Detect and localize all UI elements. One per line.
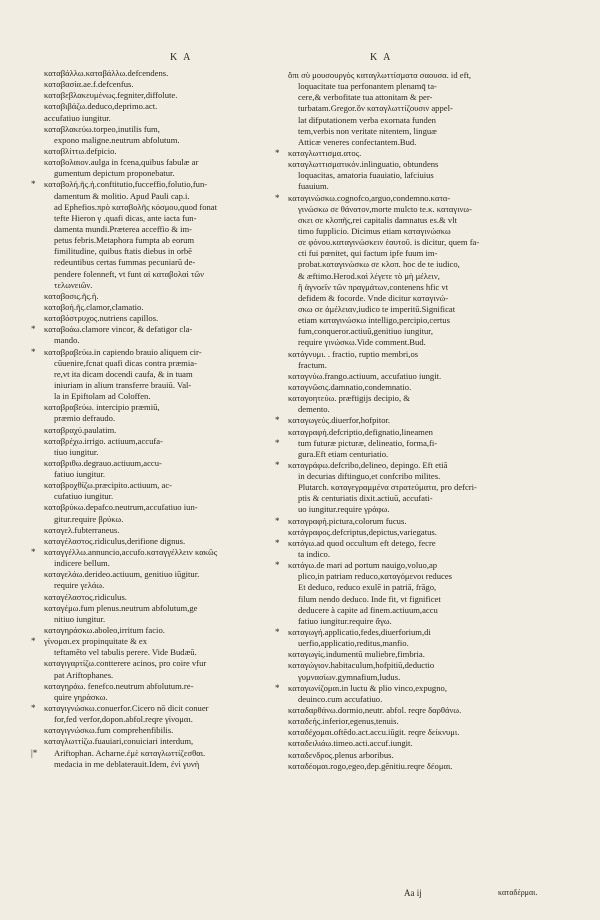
right-column-line: [288, 226, 528, 237]
right-column-line: [288, 159, 528, 170]
entry-text: Et deduco, reduco exulē in patriā, frāgo,: [298, 582, 437, 593]
entry-text: pendere folenneft, vt funt αἱ καταβολαὶ τῶν: [54, 268, 204, 279]
left-column-line: [31, 703, 284, 714]
left-column-line: [44, 569, 284, 580]
entry-text: καταβριθω.degrauo.actiuum,accu-: [44, 457, 162, 468]
margin-asterisk-mark: *: [31, 324, 36, 335]
right-column-line: [275, 192, 528, 204]
entry-text: καταγλωττίζω.fuauiari,conuiciari interdum,: [44, 736, 194, 747]
left-column-line: [44, 759, 284, 770]
right-column-line: [288, 371, 528, 382]
left-column-line: [44, 502, 284, 513]
left-column-line: [44, 101, 284, 112]
right-column-line: [275, 415, 528, 426]
entry-text: κατάγνυμι. . fractio, ruptio membri,os: [288, 348, 419, 359]
left-column-line: [44, 425, 284, 436]
entry-text: demento.: [298, 404, 330, 415]
entry-text: præmio defraudo.: [54, 413, 116, 424]
entry-text: καταβλίττω.defpicio.: [44, 145, 117, 156]
margin-asterisk-mark: *: [31, 636, 36, 647]
right-column-line: [288, 137, 528, 148]
entry-text: καταγοητεύω. præftigijs decipio, &: [288, 393, 410, 404]
right-column-line: [288, 750, 528, 761]
running-head-right: K A: [370, 52, 393, 63]
entry-text: indicere bellum.: [54, 558, 110, 569]
right-column-line: [288, 326, 528, 337]
left-column-line: [44, 714, 284, 725]
right-column-line: [275, 560, 528, 571]
entry-text: la in Epiftolam ad Coloffen.: [54, 391, 151, 402]
left-column-line: [44, 614, 284, 625]
right-column-line: [288, 248, 528, 259]
entry-text: fatiuo iungitur.: [54, 469, 106, 480]
margin-asterisk-mark: *: [275, 515, 280, 526]
entry-text: καταγωγεύς.diuerfor,hofpitor.: [288, 415, 391, 426]
entry-text: καταγράφω.defcribo,delineo, depingo. Eft etiā: [288, 459, 448, 470]
right-column-line: [288, 504, 528, 515]
entry-text: σε φόνου.καταγινώσκειν ἑαυτοῦ. is dicitur, quem fa-: [298, 237, 480, 248]
right-column-line: [275, 147, 528, 159]
entry-text: require γινώσκω.Vide comment.Bud.: [298, 337, 426, 348]
entry-text: tiuo iungitur.: [54, 446, 99, 457]
right-column-line: [288, 92, 528, 103]
left-column-line: [44, 491, 284, 502]
left-column-line: [44, 135, 284, 146]
left-column-line: [44, 469, 284, 480]
right-column-line: [288, 716, 528, 727]
entry-text: γίνομαι.ex propinquitate & ex: [44, 636, 148, 647]
left-column-line: [44, 213, 284, 224]
left-column-line: [44, 480, 284, 491]
entry-text: filum nendo deduco. Inde fit, vt fignificet: [298, 593, 441, 604]
right-column-line: [288, 70, 528, 81]
entry-text: καταγλωττισματικόν.inlinguatio, obtundens: [288, 159, 439, 170]
entry-text: καταβασία.ae.f.defcenfus.: [44, 79, 134, 90]
margin-asterisk-mark: *: [275, 627, 280, 638]
entry-text: ἢ ἀγνοεῖν τῶν πραγμάτων,contenens hfic vt: [298, 281, 449, 292]
left-column-line: [44, 257, 284, 268]
right-column-line: [275, 627, 528, 638]
entry-text: probat.καταγινώσκω σε κλοπ. hoc de te iudico,: [298, 259, 460, 270]
margin-asterisk-mark: *: [275, 682, 280, 693]
left-column-line: [31, 747, 284, 759]
right-column-line: [288, 672, 528, 683]
entry-text: καταγιγνώσκω.conuerfor.Cicero nō dicit conuer: [44, 703, 209, 714]
right-column-line: [288, 170, 528, 181]
entry-text: καταβολαιον.aulga in fcena,quibus fabulæ ar: [44, 157, 199, 168]
left-column-line: [44, 124, 284, 135]
right-column-line: [288, 293, 528, 304]
right-column-line: [288, 404, 528, 415]
margin-asterisk-mark: |*: [31, 747, 38, 758]
entry-text: καταγιγνώσκω.fum comprehenfibilis.: [44, 725, 174, 736]
left-column-line: [44, 736, 284, 747]
left-column-line: [44, 168, 284, 179]
right-column-line: [288, 393, 528, 404]
right-column-line: [288, 738, 528, 749]
entry-text: loquacitas, amatoria fuauiatio, lafciuius: [298, 170, 434, 181]
entry-text: καταβραχύ.paulatim.: [44, 424, 117, 435]
right-column-line: [288, 304, 528, 315]
entry-text: fum,conqueror.actiuū,genitiuo iungitur,: [298, 326, 433, 337]
left-column-line: [44, 447, 284, 458]
entry-text: accufatiuo iungitur.: [44, 112, 111, 123]
entry-text: καταγραφή.pictura,colorum fucus.: [288, 515, 407, 526]
signature-mark: Aa ij: [404, 888, 422, 898]
entry-text: defidem & focorde. Vnde dicitur καταγινώ-: [298, 292, 449, 303]
right-column-line: [288, 649, 528, 660]
left-column-line: [44, 536, 284, 547]
left-column-line: [44, 391, 284, 402]
margin-asterisk-mark: *: [275, 560, 280, 571]
left-column-line: [44, 603, 284, 614]
left-column-line: [44, 647, 284, 658]
left-column-line: [44, 458, 284, 469]
right-column-line: [275, 682, 528, 694]
left-column-line: [44, 413, 284, 424]
entry-text: ptis & centuriatis dixit.actiuū, accufati-: [298, 493, 433, 504]
right-column-line: [288, 81, 528, 92]
entry-text: καταδέομαι.rogo,egeo,dep.gēnitiu.reqre δέομαι.: [288, 760, 453, 771]
right-column-line: [288, 427, 528, 438]
right-column-line: [288, 115, 528, 126]
entry-text: gura.Eft etiam centuriatio.: [298, 448, 389, 459]
entry-text: pat Ariftophanes.: [54, 669, 114, 680]
entry-text: καταδειλιάω.timeo.acti.accuf.iungit.: [288, 738, 413, 749]
left-column-line: [44, 90, 284, 101]
left-column-line: [44, 157, 284, 168]
entry-text: καταβόστρυχος.nutriens capillos.: [44, 313, 159, 324]
left-column-line: [44, 369, 284, 380]
entry-text: καταδεής.inferior,egenus,tenuis.: [288, 716, 399, 727]
entry-text: καταδέχομαι.oftēdo.act.accu.iūgit. reqre δείκνυμι.: [288, 727, 460, 738]
entry-text: expono maligne.neutrum abfolutum.: [54, 134, 180, 145]
right-column-line: [288, 215, 528, 226]
entry-text: Plutarch. καταγεγραμμένα στρατεύματα, pro defcri-: [298, 482, 477, 493]
entry-text: σκω σε ἀμέλειαν,iudico te imperitū.Significat: [298, 303, 456, 314]
entry-text: fatiuo iungitur.require ἄγω.: [298, 615, 392, 626]
left-column-line: [31, 547, 284, 558]
margin-asterisk-mark: *: [31, 547, 36, 558]
right-column-line: [288, 660, 528, 671]
entry-text: etiam καταγινώσκω intelligo,percipio,certus: [298, 315, 450, 326]
entry-text: damenta mundi.Præterea acceffio & im-: [54, 223, 193, 234]
entry-text: καταγωνίζομαι.in luctu & plio vinco,expugno,: [288, 682, 447, 693]
entry-text: mando.: [54, 335, 80, 346]
entry-text: τελωνειῶν.: [54, 279, 93, 290]
page-footer: [0, 888, 600, 900]
entry-text: κατάγω.de mari ad portum nauigo,voluo,ap: [288, 560, 438, 571]
catchword: καταδέρμαι.: [498, 888, 538, 897]
right-column-line: [288, 259, 528, 270]
left-column-line: [44, 246, 284, 257]
entry-text: καταβροχθίζω.præcipito.actiuum, ac-: [44, 480, 173, 491]
entry-text: ὅπι σὺ μουσουργὸς καταγλωττίσματα σαουσα. id eft,: [288, 70, 471, 80]
entry-text: καταβοσις.ῆς.ἡ.: [44, 290, 99, 301]
right-column-line: [288, 694, 528, 705]
entry-text: ta indico.: [298, 549, 330, 560]
entry-text: γινώσκω σε θάνατον,morte mulcto te.κ. καταγινω-: [298, 203, 472, 214]
entry-text: plico,in patriam reduco,καταγόμενοι reduces: [298, 571, 452, 582]
left-column: [31, 68, 284, 770]
right-column-line: [288, 605, 528, 616]
entry-text: καταβολή.ῆς.ἡ.conftitutio,fucceffio,folutio,fun-: [44, 179, 208, 190]
left-column-line: [44, 146, 284, 157]
entry-text: καταγνύω.frango.actiuum, accufatiuo iungit.: [288, 370, 442, 381]
right-column-line: [288, 482, 528, 493]
left-column-line: [44, 558, 284, 569]
entry-text: uo iungitur.require γράφω.: [298, 504, 390, 515]
left-column-line: [44, 191, 284, 202]
right-column-line: [288, 727, 528, 738]
entry-text: cti fui pœnitet, qui factum ipfe fuum im-: [298, 248, 438, 259]
right-column-line: [288, 761, 528, 772]
margin-asterisk-mark: *: [275, 192, 280, 203]
entry-text: καταγέμω.fum plenus.neutrum abfolutum,ge: [44, 602, 198, 613]
margin-asterisk-mark: *: [275, 537, 280, 548]
left-column-line: [44, 224, 284, 235]
right-column-line: [275, 515, 528, 527]
entry-text: καταγηράσκω.aboleo,irritum facio.: [44, 625, 165, 636]
right-column-line: [288, 237, 528, 248]
entry-text: καταβραβεύω. intercipio præmiū,: [44, 402, 160, 413]
entry-text: tem,verbis non veritate nitentem, linguæ: [298, 125, 437, 136]
left-column-line: [44, 335, 284, 346]
right-column-line: [288, 449, 528, 460]
right-column-line: [288, 126, 528, 137]
left-column-line: [44, 68, 284, 79]
entry-text: καταβρύκω.depafco.neutrum,accufatiuo iun-: [44, 502, 198, 513]
margin-asterisk-mark: *: [275, 459, 280, 470]
entry-text: καταγγέλλω.annuncio,accufo.καταγγέλλειν κακῶς: [44, 547, 218, 558]
left-column-line: [44, 202, 284, 213]
entry-text: tefte Hieron γ .quafi dicas, ante iacta fun-: [54, 212, 197, 223]
entry-text: fuauium.: [298, 181, 329, 192]
running-head: [0, 52, 600, 66]
left-column-line: [44, 291, 284, 302]
entry-text: καταγωγή.applicatio,fedes,diuerforium,di: [288, 627, 431, 638]
entry-text: turbatam.Gregor.ὃν καταγλωττίζουσιν appel-: [298, 103, 453, 114]
margin-asterisk-mark: *: [275, 437, 280, 448]
entry-text: ad Ephefios.πρὸ καταβολῆς κόσμου,quod fonat: [54, 201, 217, 212]
entry-text: καταγηράω. fenefco.neutrum abfolutum.re-: [44, 680, 194, 691]
entry-text: καταβιβάζω.deduco,deprimo.act.: [44, 101, 158, 112]
entry-text: καταγέλαστος.ridiculus,derifione dignus.: [44, 535, 186, 546]
left-column-line: [44, 592, 284, 603]
entry-text: deducere à capite ad finem.actiuum,accu: [298, 604, 438, 615]
right-column-line: [288, 204, 528, 215]
margin-asterisk-mark: *: [31, 179, 36, 190]
left-column-line: [44, 525, 284, 536]
entry-text: iniuriam in alium transferre brauiū. Val-: [54, 379, 192, 390]
left-column-line: [44, 269, 284, 280]
right-column-line: [288, 282, 528, 293]
entry-text: fractum.: [298, 359, 327, 370]
right-column-line: [288, 493, 528, 504]
entry-text: cufatiuo iungitur.: [54, 491, 114, 502]
entry-text: καταδαρθάνω.dormio,neutr. abfol. reqre δαρθάνω.: [288, 705, 462, 716]
entry-text: καταβλακεύω.torpeo,inutilis fum,: [44, 123, 160, 134]
entry-text: καταβάλλω.καταβάλλω.defcendens.: [44, 68, 169, 78]
left-column-line: [44, 625, 284, 636]
right-column-line: [275, 537, 528, 549]
entry-text: καταγέλαστος.ridiculus.: [44, 591, 127, 602]
entry-text: medacia in me deblaterauit.Idem, ἐνὶ γυνὴ: [54, 758, 200, 769]
entry-text: lat difputationem verba exornata funden: [298, 114, 436, 125]
left-column-line: [44, 402, 284, 413]
entry-text: καταβρέχω.irrigo. actiuum,accufa-: [44, 435, 163, 446]
left-column-line: [31, 346, 284, 358]
entry-text: καταγελ.fubterraneus.: [44, 524, 120, 535]
right-column-line: [288, 471, 528, 482]
entry-text: καταγλωττισμα.ατος.: [288, 147, 362, 158]
entry-text: damentum & molitio. Apud Pauli cap.i.: [54, 190, 190, 201]
entry-text: καταβραβεύω.in capiendo brauio aliquem cir-: [44, 346, 202, 357]
entry-text: κατάγραφος.defcriptus,depictus,variegatus.: [288, 526, 437, 537]
right-column-line: [288, 549, 528, 560]
right-column-line: [275, 459, 528, 471]
entry-text: καταγελάω.derideo.actiuum, genitiuo iūgitur.: [44, 569, 200, 580]
margin-asterisk-mark: *: [31, 346, 36, 357]
left-column-line: [44, 113, 284, 124]
entry-text: nitiuo iungitur.: [54, 613, 106, 624]
entry-text: loquacitate tua perfonantem plenamq̄ ta-: [298, 81, 437, 92]
entry-text: καταδενδρος.plenus arboribus.: [288, 749, 394, 760]
entry-text: Atticæ veneres confectantem.Bud.: [298, 136, 417, 147]
left-column-line: [44, 280, 284, 291]
left-column-line: [44, 380, 284, 391]
entry-text: teftamēto vel tabulis perere. Vide Budæū.: [54, 647, 197, 658]
entry-text: Ariftophan. Acharne.ἐμὲ καταγλωττίζεσθαι.: [54, 747, 206, 758]
right-column-line: [288, 315, 528, 326]
entry-text: petus febris.Metaphora fumpta ab eorum: [54, 235, 195, 246]
entry-text: σκει σε κλοπῆς,rei capitalis damnatus es.& vlt: [298, 214, 457, 225]
left-column-line: [31, 179, 284, 190]
right-column-line: [288, 382, 528, 393]
entry-text: καταβοή.ῆς.clamor,clamatio.: [44, 301, 144, 312]
left-column-line: [44, 302, 284, 313]
entry-text: κατάγω.ad quod occultum eft detego, fecre: [288, 537, 436, 548]
left-column-line: [44, 670, 284, 681]
left-column-line: [44, 235, 284, 246]
left-column-line: [44, 658, 284, 669]
entry-text: redeuntibus certas fummas pecuniarū de-: [54, 257, 196, 268]
entry-text: tum futuræ picturæ, delineatio, forma,fi-: [298, 437, 438, 448]
left-column-line: [44, 313, 284, 324]
left-column-line: [44, 514, 284, 525]
entry-text: re,vt ita dicam docendi caufa, & in tuam: [54, 368, 193, 379]
right-column-line: [288, 616, 528, 627]
entry-text: καταγραφή.defcriptio,defignatio,lineamen: [288, 426, 433, 437]
right-column-line: [288, 594, 528, 605]
margin-asterisk-mark: *: [31, 703, 36, 714]
entry-text: καταγώγιον.habitaculum,hofpitiū,deductio: [288, 660, 435, 671]
right-column-line: [288, 271, 528, 282]
right-column-line: [288, 103, 528, 114]
entry-text: timo fupplicio. Dicimus etiam καταγινώσκω: [298, 225, 451, 236]
entry-text: uerfio,applicatio,reditus,manfio.: [298, 638, 409, 649]
entry-text: fimilitudine, quibus ftatis diebus in orbē: [54, 246, 192, 257]
right-column-line: [288, 638, 528, 649]
left-column-line: [44, 681, 284, 692]
left-column-line: [44, 79, 284, 90]
entry-text: καταβοάω.clamore vincor, & defatigor cla-: [44, 324, 193, 335]
right-column-line: [288, 337, 528, 348]
entry-text: for,fed verfor,dopon.abfol.reqre γίνομαι.: [54, 714, 193, 725]
margin-asterisk-mark: *: [275, 147, 280, 158]
left-column-line: [44, 692, 284, 703]
entry-text: καταγινώσκω.cognofco,arguo,condemno.κατα-: [288, 192, 451, 203]
entry-text: gumentum depictum proponebatur.: [54, 168, 175, 179]
left-column-line: [44, 725, 284, 736]
entry-text: quire γηράσκω.: [54, 691, 108, 702]
right-column-line: [288, 582, 528, 593]
left-column-line: [44, 580, 284, 591]
entry-text: require γελάω.: [54, 580, 105, 591]
margin-asterisk-mark: *: [275, 415, 280, 426]
entry-text: καταγιγαρτίζω.contterere acinos, pro coire vfur: [44, 658, 207, 669]
entry-text: cūuenire,fcnat quafi dicas contra præmia-: [54, 357, 197, 368]
entry-text: καταγωγίς.indumentū muliebre,fimbria.: [288, 649, 425, 660]
left-column-line: [31, 324, 284, 335]
left-column-line: [44, 436, 284, 447]
entry-text: gitur.require βρύκω.: [54, 513, 124, 524]
right-column-line: [288, 360, 528, 371]
right-column-line: [275, 437, 528, 449]
right-column-line: [288, 181, 528, 192]
entry-text: καταβεβλακευμένως.fegniter,diffolute.: [44, 90, 178, 101]
right-column-line: [288, 705, 528, 716]
left-column-line: [44, 358, 284, 369]
right-column-line: [288, 349, 528, 360]
right-column-line: [288, 571, 528, 582]
right-column-line: [288, 527, 528, 538]
entry-text: καταγνῶσις.damnatio,condemnatio.: [288, 381, 412, 392]
left-column-line: [31, 636, 284, 647]
entry-text: & æftimo.Herod.καὶ λέγετε τὸ μὴ μέλειν,: [298, 270, 440, 281]
right-column: [275, 70, 528, 772]
running-head-left: K A: [170, 52, 193, 63]
entry-text: deuinco.cum accufatiuo.: [298, 693, 383, 704]
entry-text: γυμνασίων.gymnafium,ludus.: [298, 671, 401, 682]
entry-text: cere,& verbofitate tua attonitam & per-: [298, 92, 433, 103]
entry-text: in decurias diftinguo,et confcribo milites.: [298, 471, 441, 482]
